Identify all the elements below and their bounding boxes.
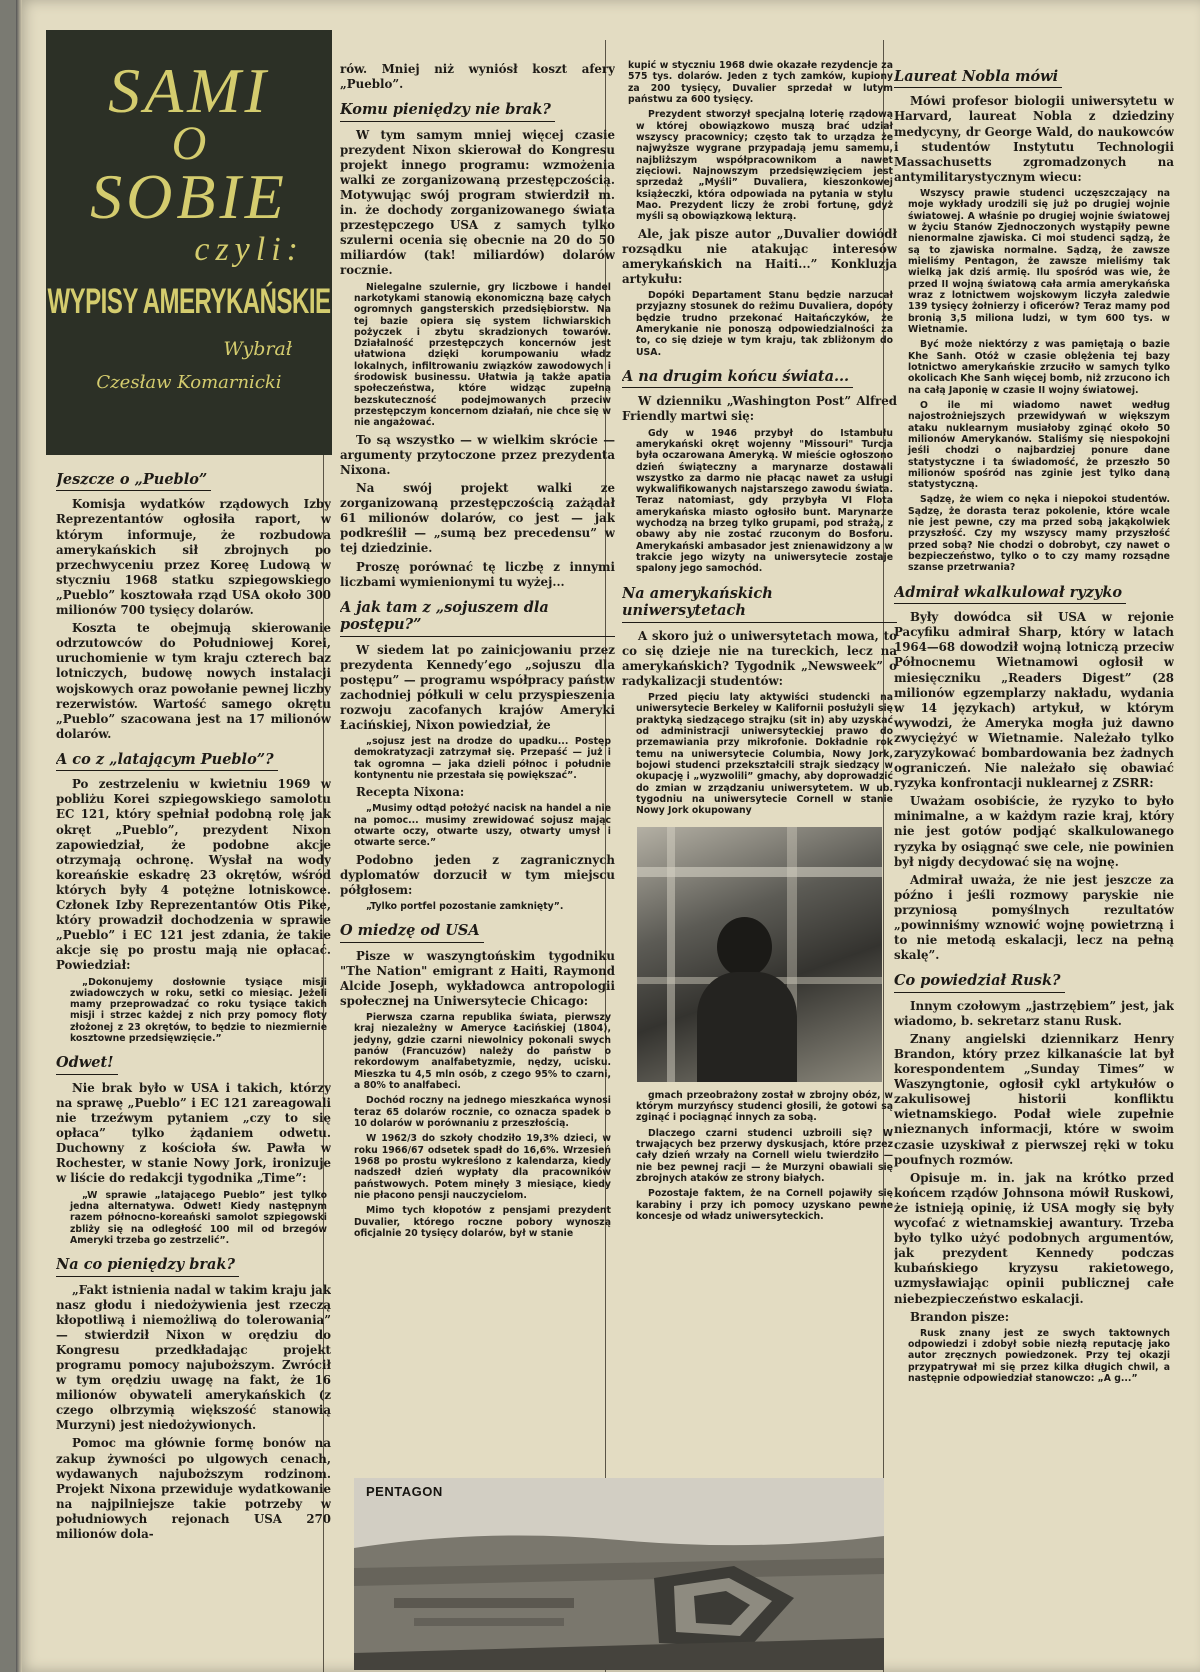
column-2 [340,62,615,1672]
quote: Rusk znany jest ze swych taktownych odpowiedzi i zdobył sobie niezłą reputację jako autor zręcznych powiedzonek. Przy tej okazji przypatrywał mi się przez kilka długich chwil, a następnie odpowiedział stanowczo: „A g...” [908,1327,1170,1384]
quote: Być może niektórzy z was pamiętają o bazie Khe Sanh. Otóż w czasie oblężenia tej bazy lotnictwo amerykańskie zrzuciło w samych tylko okolicach Khe Sanh więcej bomb, niż zrzucono ich na całą Japonię w czasie II wojny światowej. [908,339,1170,396]
paragraph: Na swój projekt walki ze zorganizowaną przestępczością zażądał 61 milionów dolarów, co jest — jak podkreślił — „sumą bez precedensu” w tej dziedzinie. [340,481,615,556]
section-heading: A jak tam z „sojuszem dla postępu?” [340,599,615,637]
quote: Przed pięciu laty aktywiści studencki na uniwersytecie Berkeley w Kalifornii posłużyli się praktyką siedzącego strajku (sit in) aby uzyskać od administracji uniwersyteckiej prawo do przemawiania przy mikrofonie. Dokładnie rok temu na uniwersytecie Columbia, Nowy Jork, bojowi studenci przekształcili strajk siedzący w okupację i „wyzwolili” gmachy, aby doprowadzić do zmian w zrządzaniu uniwersytetem. W ub. tygodniu na uniwersytecie Cornell w stanie Nowy Jork okupowany [636,691,893,817]
title-czyli: czyli: [194,231,304,268]
paragraph: Brandon pisze: [910,1309,1010,1324]
quote: gmach przeobrażony został w zbrojny obóz, w którym murzyńscy studenci głosili, że gotowi są zginąć i pociągnąć innych za sobą. [636,1089,893,1124]
paragraph: Recepta Nixona: [356,785,465,800]
paragraph: Opisuje m. in. jak na krótko przed końcem rządów Johnsona mówił Ruskowi, że istnieją opinię, iż USA mogły się były wycofać z wietnamskiej awantury. Trzeba było tylko użyć podobnych argumentów, jak prezydent Kennedy podczas kubańskiego kryzysu rakietowego, uzmysławiając opinii publicznej całe niebezpieczeństwo eskalacji. [894,1170,1174,1306]
quote: Dlaczego czarni studenci uzbroili się? W trwających bez przerwy dyskusjach, które przez cały dzień wrzały na Cornell wielu twierdziło — nie bez pewnej racji — że Murzyni obawiali się zbrojnych ataków ze strony białych. [636,1127,893,1184]
paragraph: Koszta te obejmują skierowanie odrzutowców do Południowej Korei, uruchomienie w tym kraju czterech baz lotniczych, budowę nowych instalacji wojskowych oraz powołanie pewnej liczby rezerwistów. Wartość samego okrętu „Pueblo” szacowana jest na 17 milionów dolarów. [56,621,331,741]
quote: Nielegalne szulernie, gry liczbowe i handel narkotykami stanowią ekonomiczną bazę całych ogromnych gangsterskich przedsiębiorstw. Na tej bazie opiera się system lichwiarskich pożyczek i zbytu skradzionych towarów. Działalność przestępczych koncernów jest ułatwiona dzięki korumpowaniu władz lokalnych, infiltrowaniu związków zawodowych i środowisk businessu. Ułatwia ją także apatia społeczeństwa, które widząc zupełną bezskuteczność podejmowanych przeciw przestępczym koncernom działań, nie chce się w nie angażować. [354,281,611,429]
paragraph: Podobno jeden z zagranicznych dyplomatów dorzucił w tym miejscu półgłosem: [340,852,615,897]
paragraph: Innym czołowym „jastrzębiem” jest, jak wiadomo, b. sekretarz stanu Rusk. [894,998,1174,1028]
paragraph: Nie brak było w USA i takich, którzy na sprawę „Pueblo” i EC 121 zareagowali nie trzeźwym pytaniem „czy to się opłaca” tylko żądaniem odwetu. Duchowny z kościoła św. Pawła w Rochester, w stanie Nowy Jork, ironizuje w liście do redakcji tygodnika „Time”: [56,1080,331,1186]
section-heading: Jeszcze o „Pueblo” [56,471,211,491]
pentagon-aerial-image [354,1478,884,1670]
title-author: Czesław Komarnicki [96,372,282,393]
paragraph: Komisja wydatków rządowych Izby Reprezentantów ogłosiła raport, w którym informuje, że rozbudowa amerykańskich sił zbrojnych po przechwyceniu przez Koreę Ludową w styczniu 1968 statku szpiegowskiego „Pueblo” kosztowała rząd USA około 300 milionów 700 tysięcy dolarów. [56,497,331,618]
paragraph: Uważam osobiście, że ryzyko to było minimalne, a w każdym razie kraj, który nie jest gotów podjąć skalkulowanego ryzyka by osiągnąć swe cele, nie powinien był nigdy decydować się na wojnę. [894,794,1174,869]
paragraph: W tym samym mniej więcej czasie prezydent Nixon skierował do Kongresu projekt innego programu: wzmożenia walki ze zorganizowaną przestępczością. Motywując swój program stwierdził m. in. że dochody zorganizowanego świata przestępczego USA z samych tylko szulerni ocenia się obecnie na 20 do 50 miliardów (tak! miliardów) dolarów rocznie. [340,127,615,278]
quote: O ile mi wiadomo nawet według najostrożniejszych przewidywań w większym ataku nuklearnym musiałoby zginąć około 50 milionów Amerykanów. Staliśmy się niespokojni jeśli chodzi o najbardziej ponure dane statystyczne i ta świadomość, że przeszło 50 milionów spośród nas zginie jest tylko daną statystyczną. [908,399,1170,491]
title-subtitle: WYPISY AMERYKAŃSKIE [47,282,331,322]
quote: Pierwsza czarna republika świata, pierwszy kraj niezależny w Ameryce Łacińskiej (1804), jedyny, gdzie czarni niewolnicy pokonali swych panów (Francuzów) należy do państw o rekordowym analfabetyzmie, nędzy, ucisku. Mieszka tu 4,5 mln osób, z czego 95% to czarni, a 80% to analfabeci. [354,1012,611,1092]
paragraph: Proszę porównać tę liczbę z innymi liczbami wymienionymi tu wyżej... [340,559,615,589]
quote: Mimo tych kłopotów z pensjami prezydent Duvalier, którego roczne pobory wynoszą oficjalnie 20 tysięcy dolarów, był w stanie [354,1205,611,1240]
column-4 [894,62,1174,1672]
paragraph: Admirał uważa, że nie jest jeszcze za późno i jeśli rozmowy paryskie nie przyniosą pomyślnych rezultatów „powinniśmy wznowić wojnę powietrzną i to nie metodą eskalacji, lecz na pełną skalę”. [894,872,1174,963]
quote: „Tylko portfel pozostanie zamknięty”. [366,901,564,913]
quote: Wszyscy prawie studenci uczęszczający na moje wykłady urodzili się już po drugiej wojnie światowej. A właśnie po drugiej wojnie światowej w życiu Stanów Zjednoczonych wystąpiły pewne nienormalne zjawiska. Ci moi studenci sądzą, że są to zjawiska normalne. Sądzą, że zawsze mieliśmy Pentagon, że zawsze mieliśmy tak wielką jak dziś armię. Ilu spośród was wie, że przed II wojną światową cała armia amerykańska wraz z lotnictwem wojskowym liczyła zaledwie 139 tysięcy żołnierzy i oficerów? Teraz mamy pod bronią 3,5 miliona ludzi, w tym 600 tys. w Wietnamie. [908,187,1170,335]
section-heading: Komu pieniędzy nie brak? [340,101,555,121]
newspaper-page [16,0,1200,1672]
pentagon-photo [354,1478,884,1670]
column-1 [56,465,331,1672]
quote: kupić w styczniu 1968 dwie okazałe rezydencje za 575 tys. dolarów. Jeden z tych zamków, kupiony za 200 tysięcy, Duvalier sprzedał w lutym państwu za 600 tysięcy. [628,60,893,105]
title-selected-by: Wybrał [223,338,292,360]
paragraph: „Fakt istnienia nadal w takim kraju jak nasz głodu i niedożywienia jest rzeczą kłopotliwą i niemożliwą do tolerowania” — stwierdził Nixon w orędziu do Kongresu przedkładając projekt programu pomocy najuboższym. Zwrócił w tym orędziu uwagę na fakt, że 16 milionów obywateli amerykańskich (z czego olbrzymią większość stanowią Murzyni) jest niedożywionych. [56,1282,331,1433]
title-sami: SAMI [108,55,270,126]
paragraph: rów. Mniej niż wyniósł koszt afery „Pueblo”. [340,62,615,92]
section-heading: Co powiedział Rusk? [894,972,1065,992]
section-heading: Na amerykańskich uniwersytetach [622,585,897,623]
quote: Pozostaje faktem, że na Cornell pojawiły się karabiny i przy ich pomocy uzyskano pewne koncesje od władz uniwersyteckich. [636,1188,893,1222]
section-heading: Admirał wkalkulował ryzyko [894,584,1126,604]
quote: „Musimy odtąd położyć nacisk na handel a nie na pomoc... musimy zrewidować sojusz mając otwarte oczy, otwarte uszy, otwarty umysł i otwarte serce.” [354,803,611,849]
quote: W 1962/3 do szkoły chodziło 19,3% dzieci, w roku 1966/67 odsetek spadł do 16,6%. Wrzesień 1968 po prostu wykreślono z kalendarza, kiedy nadszedł dzień wypłaty dla pracowników państwowych. Potem minęły 3 miesiące, kiedy nie płacono pensji nauczycielom. [354,1133,611,1202]
paragraph: Mówi profesor biologii uniwersytetu w Harvard, laureat Nobla z dziedziny medycyny, dr George Wald, do naukowców i studentów Instytutu Technologii Massachusetts zgromadzonych na antymilitarystycznym wiecu: [894,94,1174,184]
section-heading: O miedzę od USA [340,922,484,942]
quote: Dopóki Departament Stanu będzie narzucał przyjazny stosunek do reżimu Duvaliera, dopóty będzie trudno przekonać Haitańczyków, że Amerykanie nie ponoszą odpowiedzialności za to, co się dzieje w tym kraju, tak zbliżonym do USA. [636,289,893,358]
paragraph: A skoro już o uniwersytetach mowa, to co się dzieje nie na tureckich, lecz na amerykańskich? Tygodnik „Newsweek” o radykalizacji studentów: [622,628,897,688]
quote: „Dokonujemy dosłownie tysiące misji zwiadowczych w roku, setki co miesiąc. Jeżeli mamy przeprowadzać co roku tysiące takich misji i strzec każdej z nich przy pomocy floty złożonej z 23 okrętów, to będzie to niezmiernie kosztowne przedsięwzięcie.” [70,976,327,1045]
section-heading: Na co pieniędzy brak? [56,1256,239,1276]
title-box [46,30,332,455]
paragraph: Pomoc ma głównie formę bonów na zakup żywności po ulgowych cenach, wydawanych najuboższym rodzinom. Projekt Nixona przewiduje wydatkowanie na najpilniejsze takie potrzeby w południowych rejonach USA 270 milionów dola- [56,1436,331,1542]
quote: Gdy w 1946 przybył do Istambułu amerykański okręt wojenny "Missouri" Turcja była oczarowana Ameryką. W mieście ogłoszono dzień świąteczny a marynarze dostawali wszystko za darmo nie płacąc nawet za usługi wykwalifikowanych najstarszego zawodu świata. Teraz natomiast, gdy przybyła VI Flota amerykańska miasto ogłosiło bunt. Marynarze wychodzą na brzeg tylko grupami, pod strażą, z obawy aby nie zostać rzuconym do Bosforu. Amerykański ambasador jest znienawidzony a w trakcie jego wizyty na uniwersytecie zostaje spalony jego samochód. [636,427,893,575]
paragraph: W siedem lat po zainicjowaniu przez prezydenta Kennedy’ego „sojuszu dla postępu” — programu współpracy państw zachodniej półkuli w celu przyspieszenia rozwoju zacofanych krajów Ameryki Łacińskiej, Nixon powiedział, że [340,642,615,732]
paragraph: W dzienniku „Washington Post” Alfred Friendly martwi się: [622,394,897,424]
paragraph: To są wszystko — w wielkim skrócie — argumenty przytoczone przez prezydenta Nixona. [340,432,615,477]
column-3 [622,58,897,1672]
quote: „sojusz jest na drodze do upadku... Postęp demokratyzacji zatrzymał się. Przepaść — już i tak ogromna — jaka dzieli północ i południe kontynentu nie przestała się powiększać”. [354,736,611,782]
quote: Sądzę, że wiem co nęka i niepokoi studentów. Sądzę, że dorasta teraz pokolenie, które wcale nie jest pewne, czy ma przed sobą jakąkolwiek przyszłość. Czy my wszyscy mamy przyszłość przed sobą? Nie chodzi o dobrobyt, czy nawet o bezpieczeństwo, tylko o to czy mamy rozsądne szanse przetrwania? [908,494,1170,574]
section-heading: A na drugim końcu świata... [622,368,853,388]
title-sobie: SOBIE [90,161,288,232]
title-o: O [171,117,207,170]
paragraph: Ale, jak pisze autor „Duvalier dowiódł rozsądku nie atakując interesów amerykańskich na Haiti...” Konkluzja artykułu: [622,226,897,286]
section-heading: Laureat Nobla mówi [894,68,1062,88]
section-heading: A co z „latającym Pueblo”? [56,751,278,771]
section-heading: Odwet! [56,1054,118,1074]
quote: Prezydent stworzył specjalną loterię rządową w której obowiązkowo muszą brać udział wszyscy pracownicy; często tak to urządza że najwyższe wygrane przypadają jemu samemu, najbliższym współpracownikom a nawet zięciowi. Najnowszym przedsięwzięciem jest sprzedaż „Myśli” Duvaliera, kieszonkowej książeczki, która odpowiada na pytania w stylu Mao. Prezydent liczy że zrobi fortunę, gdyż myśli są obowiązkową lekturą. [636,109,893,223]
paragraph: Znany angielski dziennikarz Henry Brandon, który przez kilkanaście lat był korespondentem „Sunday Times” w Waszyngtonie, ogłosił cykl artykułów o zakulisowej historii konfliktu wietnamskiego. Podał wiele zupełnie nieznanych informacji, które w swoim czasie uzyskiwał z pierwszej ręki w toku poufnych rozmów. [894,1031,1174,1167]
paragraph: Były dowódca sił USA w rejonie Pacyfiku admirał Sharp, który w latach 1964—68 dowodził wojną lotniczą przeciw Północnemu Wietnamowi ogłosił w miesięczniku „Readers Digest” (28 milionów egzemplarzy nakładu, wydania w 14 językach) artykuł, w którym wywodzi, że Ameryka mogła już dawno zwyciężyć w Wietnamie. Należało tylko zaryzykować bombardowania bez żadnych ograniczeń. Nie należało się obawiać ryzyka konfrontacji nuklearnej z ZSRR: [894,610,1174,791]
quote: Dochód roczny na jednego mieszkańca wynosi teraz 65 dolarów rocznie, co oznacza spadek o 10 dolarów w porównaniu z przeszłością. [354,1095,611,1130]
paragraph: Po zestrzeleniu w kwietniu 1969 w pobliżu Korei szpiegowskiego samolotu EC 121, który spełniał podobną rolę jak okręt „Pueblo”, prezydent Nixon zapowiedział, że podobne akcje otrzymają ochronę. Wysłał na wody koreańskie eskadrę 23 okrętów, wśród których były 4 potężne lotniskowce. Członek Izby Reprezentantów Otis Pike, który prowadził dochodzenia w sprawie „Pueblo” i EC 121 jest zdania, że takie akcje się po prostu mają nie opłacać. Powiedział: [56,777,331,973]
students-photo [637,827,882,1082]
pentagon-caption: PENTAGON [366,1484,443,1499]
paragraph: Pisze w waszyngtońskim tygodniku "The Nation" emigrant z Haiti, Raymond Alcide Joseph, wykładowca antropologii społecznej na Uniwersytecie Chicago: [340,948,615,1009]
quote: „W sprawie „latającego Pueblo” jest tylko jedna alternatywa. Odwet! Kiedy następnym razem północno-koreański samolot szpiegowski zbliży się na odległość 100 mil od brzegów Ameryki trzeba go zestrzelić”. [70,1189,327,1246]
